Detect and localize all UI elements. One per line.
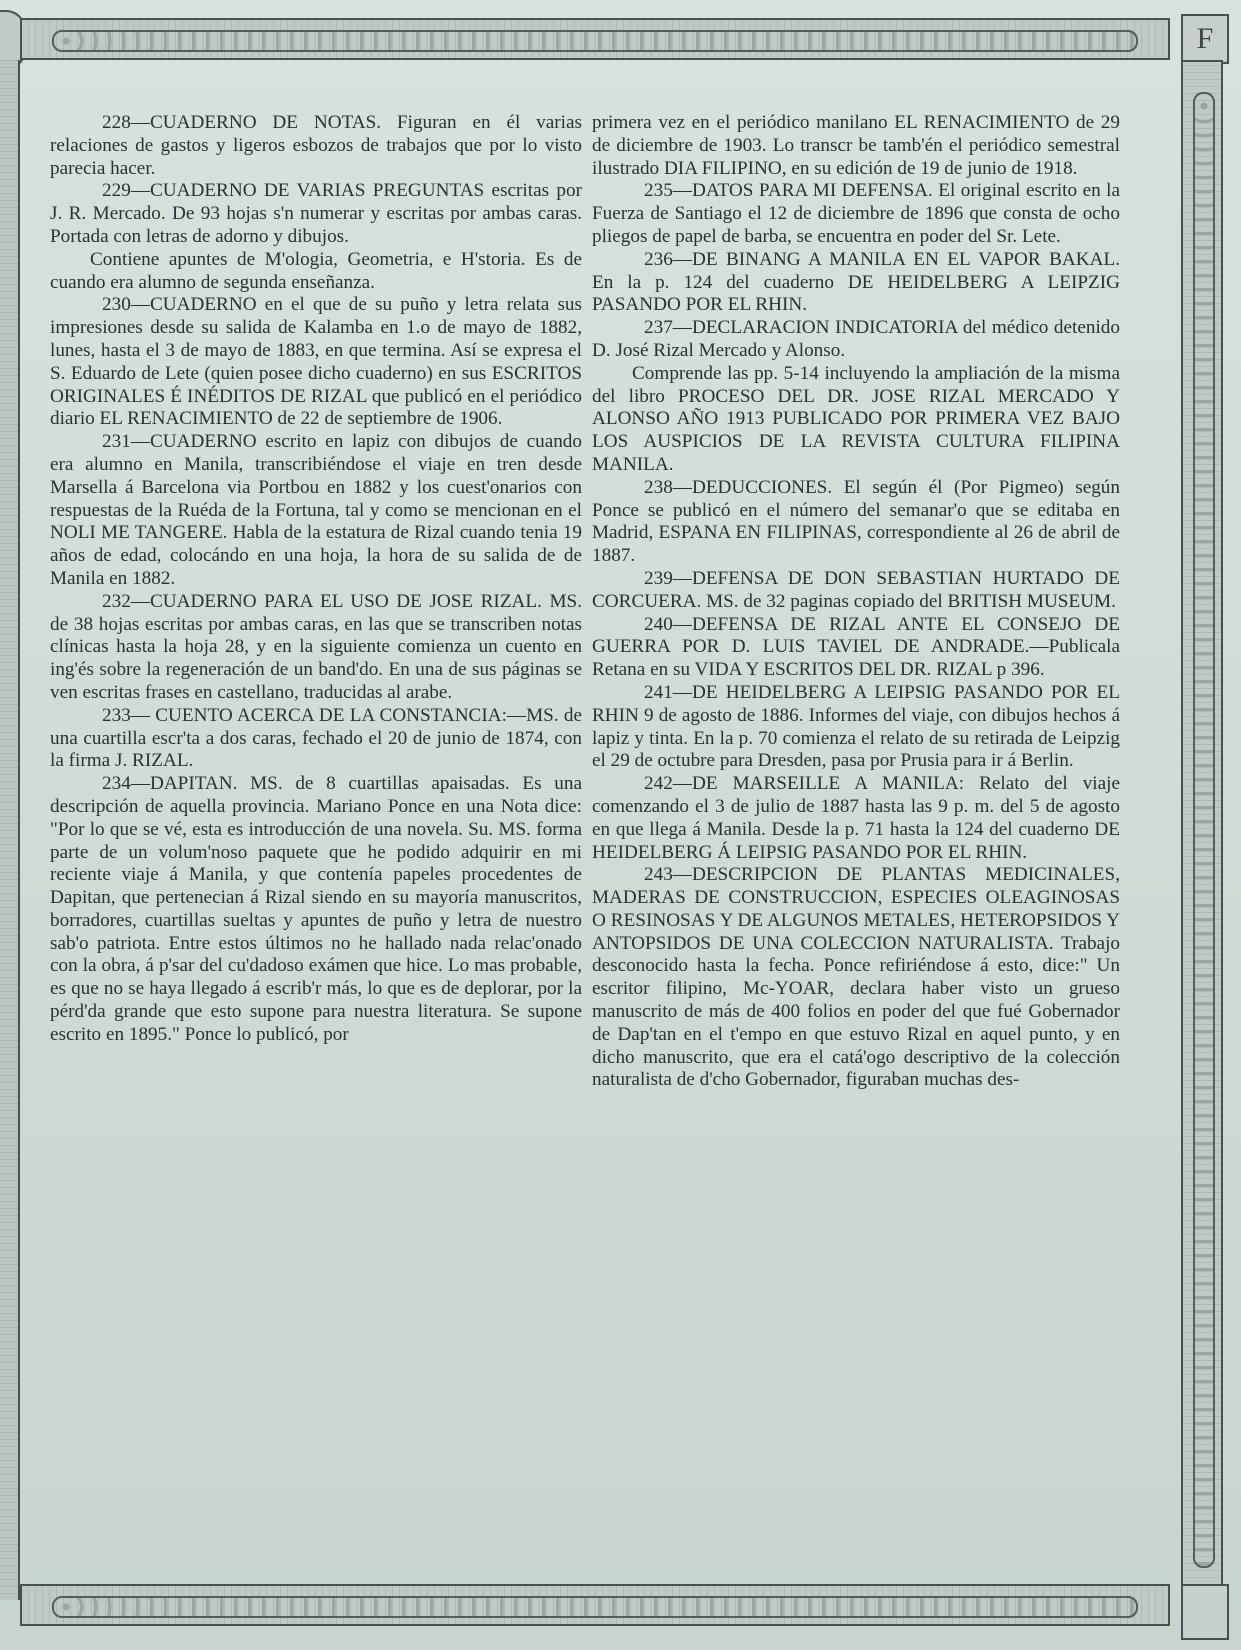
ornamental-border-bottom — [20, 1584, 1170, 1626]
ornamental-border-left — [0, 60, 20, 1600]
entry-228: 228—CUADERNO DE NOTAS. Figuran en él varias relaciones de gastos y ligeros esbozos de trabajos que por lo visto parecia hacer. — [50, 112, 582, 179]
entry-237-note: Comprende las pp. 5-14 incluyendo la ampliación de la misma del libro PROCESO DEL DR. JOSE RIZAL MERCADO Y ALONSO AÑO 1913 PUBLICADO POR PRIMERA VEZ BAJO LOS AUSPICIOS DE LA REVISTA CULTURA FILIPINA MANILA. — [592, 362, 1120, 475]
entry-243: 243—DESCRIPCION DE PLANTAS MEDICINALES, MADERAS DE CONSTRUCCION, ESPECIES OLEAGINOSAS O RESINOSAS Y DE ALGUNOS METALES, HETEROPSIDOS Y ANTOPSIDOS DE UNA COLECCION NATURALISTA. Trabajo desconocido hasta la fecha. Ponce refiriéndose á esto, dice:" Un escritor filipino, Mc-YOAR, declara haber visto un grueso manuscrito de más de 400 folios en poder del que fué Gobernador de Dap'tan en el t'empo en que estuvo Rizal en aquel punto, y en dicho manuscrito, que era el catá'ogo descriptivo de la colección naturalista de d'cho Gobernador, figuraban muchas des- — [592, 864, 1120, 1091]
ornamental-border-top — [20, 18, 1170, 60]
entry-241: 241—DE HEIDELBERG A LEIPSIG PASANDO POR EL RHIN 9 de agosto de 1886. Informes del viaje, con dibujos hechos á lapiz y tinta. En la p. 70 comienza el relato de su retirada de Leipzig el 29 de octubre para Dresden, pasa por Prusia para ir á Berlin. — [592, 681, 1120, 772]
corner-letter: F — [1181, 14, 1229, 64]
entry-229-note: Contiene apuntes de M'ologia, Geometria, e H'storia. Es de cuando era alumno de segunda enseñanza. — [50, 248, 582, 293]
right-column — [592, 112, 1120, 1092]
ornamental-border-right — [1181, 60, 1223, 1600]
left-column — [50, 112, 582, 1047]
entry-231: 231—CUADERNO escrito en lapiz con dibujos de cuando era alumno en Manila, transcribiéndose el viaje en tren desde Marsella á Barcelona via Portbou en 1882 y los cuest'onarios con respuestas de la Ruéda de la Fortuna, tal y como se mencionan en el NOLI ME TANGERE. Habla de la estatura de Rizal cuando tenia 19 años de edad, colocándo en una hoja, la hora de su salida de de Manila en 1882. — [50, 431, 582, 589]
entry-229: 229—CUADERNO DE VARIAS PREGUNTAS escritas por J. R. Mercado. De 93 hojas s'n numerar y escritas por ambas caras. Portada con letras de adorno y dibujos. — [50, 180, 582, 247]
entry-234: 234—DAPITAN. MS. de 8 cuartillas apaisadas. Es una descripción de aquella provincia. Mariano Ponce en una Nota dice: "Por lo que se vé, esta es introducción de una novela. Su. MS. forma parte de un volum'noso paquete que he podido adquirir en mi reciente viaje á Manila, y que contenía papeles procedentes de Dapitan, que pertenecian á Rizal siendo en su mayoría manuscritos, borradores, cuartillas sueltas y apuntes de puño y letra de nuestro sab'o patriota. Entre estos últimos no he hallado nada relac'onado con la obra, á p'sar del cu'dadoso exámen que hice. Lo mas probable, es que no se haya llegado á escrib'r más, lo que es de deplorar, por la pérd'da grande que esto supone para nuestra literatura. Se supone escrito en 1895." Ponce lo publicó, por — [50, 773, 582, 1045]
entry-238: 238—DEDUCCIONES. El según él (Por Pigmeo) según Ponce se publicó en el número del semanar'o que se editaba en Madrid, ESPANA EN FILIPINAS, correspondiente al 26 de abril de 1887. — [592, 476, 1120, 567]
entry-230: 230—CUADERNO en el que de su puño y letra relata sus impresiones desde su salida de Kalamba en 1.o de mayo de 1882, lunes, hasta el 3 de mayo de 1883, en que termina. Así se expresa el S. Eduardo de Lete (quien posee dicho cuaderno) en sus ESCRITOS ORIGINALES É INÉDITOS DE RIZAL que publicó en el periódico diario EL RENACIMIENTO de 22 de septiembre de 1906. — [50, 294, 582, 430]
ornament-corner-bottom-right — [1181, 1584, 1229, 1640]
entry-240: 240—DEFENSA DE RIZAL ANTE EL CONSEJO DE GUERRA POR D. LUIS TAVIEL DE ANDRADE.—Publicala Retana en su VIDA Y ESCRITOS DEL DR. RIZAL p 396. — [592, 613, 1120, 681]
entry-236: 236—DE BINANG A MANILA EN EL VAPOR BAKAL. En la p. 124 del cuaderno DE HEIDELBERG A LEIPZIG PASANDO POR EL RHIN. — [592, 248, 1120, 316]
entry-237: 237—DECLARACION INDICATORIA del médico detenido D. José Rizal Mercado y Alonso. — [592, 317, 1120, 361]
entry-233: 233— CUENTO ACERCA DE LA CONSTANCIA:—MS. de una cuartilla escr'ta a dos caras, fechado el 20 de junio de 1874, con la firma J. RIZAL. — [50, 704, 582, 772]
entry-235: 235—DATOS PARA MI DEFENSA. El original escrito en la Fuerza de Santiago el 12 de diciembre de 1896 que consta de ocho pliegos de papel de barba, se encuentra en poder del Sr. Lete. — [592, 180, 1120, 247]
entry-239: 239—DEFENSA DE DON SEBASTIAN HURTADO DE CORCUERA. MS. de 32 paginas copiado del BRITISH MUSEUM. — [592, 567, 1120, 612]
entry-234-continued: primera vez en el periódico manilano EL RENACIMIENTO de 29 de diciembre de 1903. Lo transcr be tamb'én el periódico semestral ilustrado DIA FILIPINO, en su edición de 19 de junio de 1918. — [592, 112, 1120, 179]
entry-242: 242—DE MARSEILLE A MANILA: Relato del viaje comenzando el 3 de julio de 1887 hasta las 9 p. m. del 5 de agosto en que llega á Manila. Desde la p. 71 hasta la 124 del cuaderno DE HEIDELBERG Á LEIPSIG PASANDO POR EL RHIN. — [592, 773, 1120, 863]
entry-232: 232—CUADERNO PARA EL USO DE JOSE RIZAL. MS. de 38 hojas escritas por ambas caras, en las que se transcriben notas clínicas hasta la hoja 28, y en la siguiente comienza un cuento en ing'és sobre la regeneración de un band'do. En una de sus páginas se ven escritas frases en castellano, traducidas al arabe. — [50, 590, 582, 703]
